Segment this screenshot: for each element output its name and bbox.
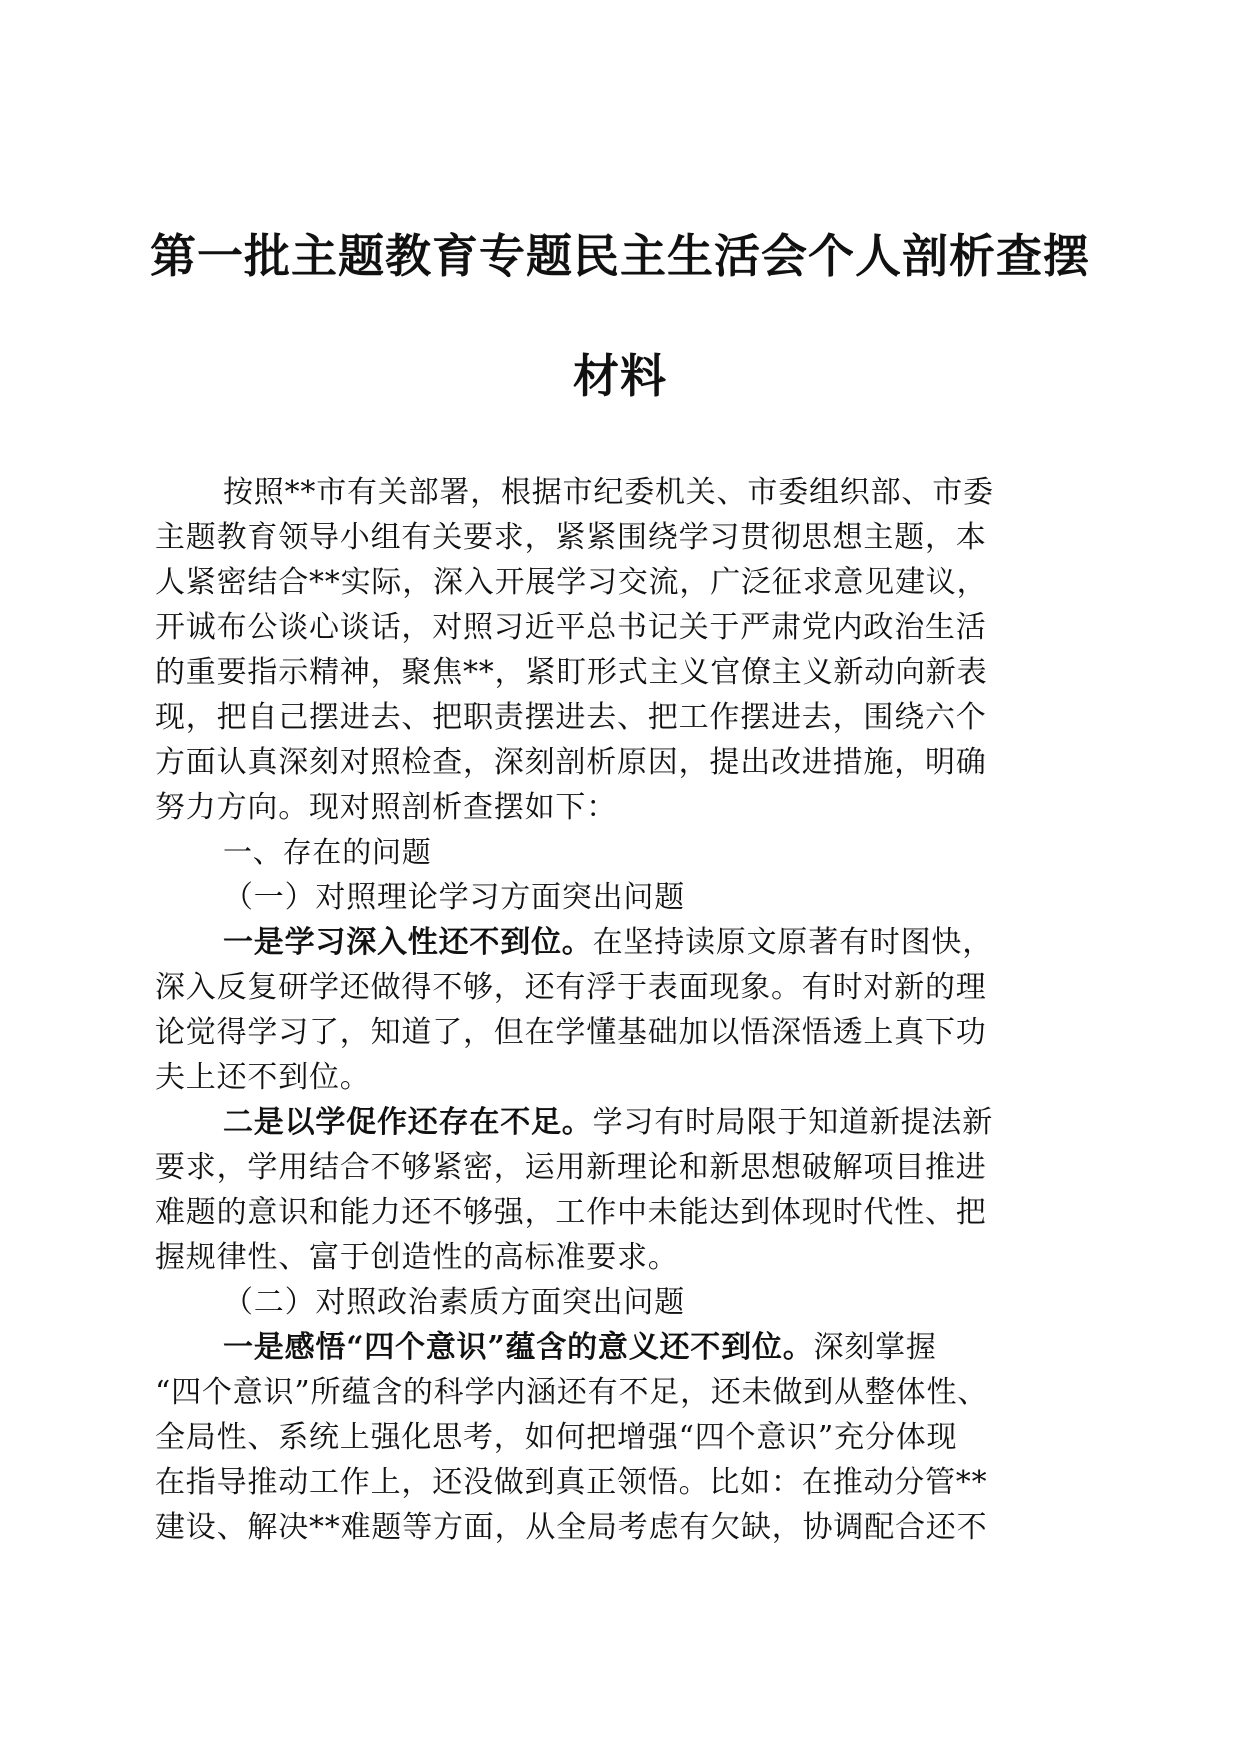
subsection-heading-political: （二）对照政治素质方面突出问题 <box>223 1285 685 1320</box>
paragraph-line: 深入反复研学还做得不够，还有浮于表面现象。有时对新的理 <box>155 970 987 1005</box>
point-lead: 二是以学促作还存在不足。 <box>223 1105 593 1140</box>
point-lead: 一是感悟“四个意识”蕴含的意义还不到位。 <box>223 1330 814 1365</box>
subsection-heading-theory: （一）对照理论学习方面突出问题 <box>223 880 685 915</box>
intro-line: 人紧密结合**实际，深入开展学习交流，广泛征求意见建议， <box>155 565 988 600</box>
point-text: 在坚持读原文原著有时图快， <box>592 925 994 960</box>
paragraph-line: 夫上还不到位。 <box>155 1060 371 1095</box>
intro-line: 按照**市有关部署，根据市纪委机关、市委组织部、市委 <box>223 475 994 510</box>
document-body <box>155 470 1075 1550</box>
paragraph-line: 要求，学用结合不够紧密，运用新理论和新思想破解项目推进 <box>155 1150 987 1185</box>
intro-line: 的重要指示精神，聚焦**，紧盯形式主义官僚主义新动向新表 <box>155 655 988 690</box>
paragraph-first-line <box>155 1325 1075 1370</box>
paragraph-line: 握规律性、富于创造性的高标准要求。 <box>155 1240 679 1275</box>
point-text: 深刻掌握 <box>813 1330 937 1365</box>
intro-line: 方面认真深刻对照检查，深刻剖析原因，提出改进措施，明确 <box>155 745 987 780</box>
document-title-line1: 第一批主题教育专题民主生活会个人剖析查摆 <box>150 229 1090 283</box>
intro-line: 开诚布公谈心谈话，对照习近平总书记关于严肃党内政治生活 <box>155 610 987 645</box>
paragraph-line: 论觉得学习了，知道了，但在学懂基础加以悟深悟透上真下功 <box>155 1015 987 1050</box>
paragraph-line: 建设、解决**难题等方面，从全局考虑有欠缺，协调配合还不 <box>155 1510 988 1545</box>
document-title-line2: 材料 <box>573 349 667 403</box>
intro-line: 主题教育领导小组有关要求，紧紧围绕学习贯彻思想主题，本 <box>155 520 987 555</box>
paragraph-first-line <box>155 920 1075 965</box>
point-lead: 一是学习深入性还不到位。 <box>223 925 593 960</box>
intro-line: 现，把自己摆进去、把职责摆进去、把工作摆进去，围绕六个 <box>155 700 987 735</box>
section-heading-problems: 一、存在的问题 <box>223 835 432 869</box>
paragraph-line: “四个意识”所蕴含的科学内涵还有不足，还未做到从整体性、 <box>155 1375 989 1410</box>
paragraph-line: 难题的意识和能力还不够强，工作中未能达到体现时代性、把 <box>155 1195 987 1230</box>
point-text: 学习有时局限于知道新提法新 <box>592 1105 994 1140</box>
paragraph-line: 全局性、系统上强化思考，如何把增强“四个意识”充分体现 <box>155 1420 958 1455</box>
paragraph-line: 在指导推动工作上，还没做到真正领悟。比如：在推动分管** <box>155 1465 988 1500</box>
intro-line: 努力方向。现对照剖析查摆如下： <box>155 790 617 825</box>
paragraph-first-line <box>155 1100 1075 1145</box>
